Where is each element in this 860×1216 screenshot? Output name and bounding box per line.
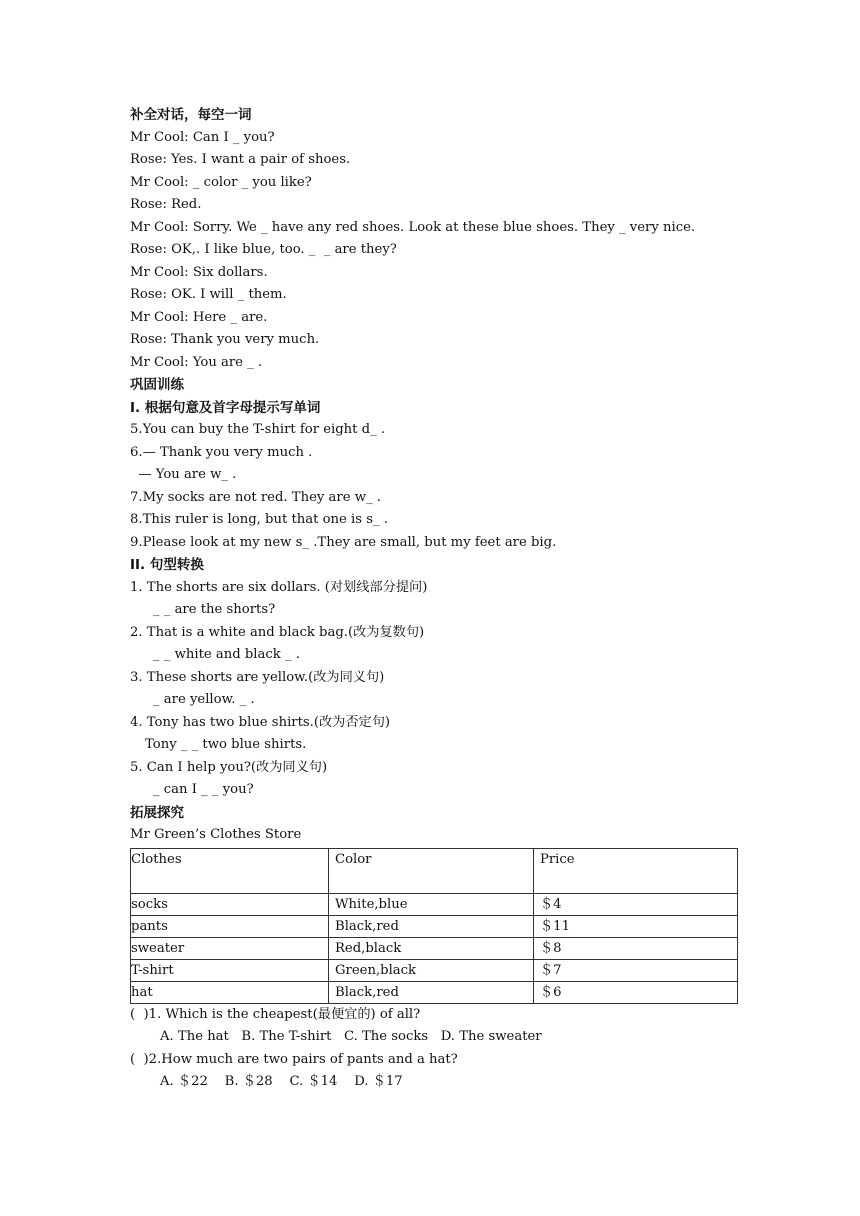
table-row: [131, 937, 738, 959]
exercise-line: — You are w_ .: [130, 467, 237, 482]
transform-answer: _ _ are the shorts?: [153, 602, 276, 617]
cell-color: Green,black: [329, 959, 534, 981]
worksheet: [130, 104, 740, 1094]
cell-color: Black,red: [329, 981, 534, 1003]
section-title-practice: 巩固训练: [130, 377, 184, 393]
part1-title: I. 根据句意及首字母提示写单词: [130, 399, 321, 416]
dialogue-line: Rose: Thank you very much.: [130, 332, 320, 347]
section-title-extension: 拓展探究: [130, 804, 184, 821]
cell-color: White,blue: [329, 893, 534, 915]
dialogue-line: Mr Cool: Sorry. We _ have any red shoes. Look at these blue shoes. They _ very nice.: [130, 219, 696, 235]
transform-answer: Tony _ _ two blue shirts.: [145, 737, 307, 752]
cell-price: ＄8: [534, 937, 738, 959]
part2-title: II. 句型转换: [130, 557, 204, 573]
dialogue-line: Mr Cool: Can I _ you?: [130, 129, 275, 145]
transform-answer: _ can I _ _ you?: [153, 782, 254, 797]
dialogue-line: Rose: Yes. I want a pair of shoes.: [130, 152, 351, 167]
exercise-line: 5.You can buy the T-shirt for eight d_ .: [130, 422, 386, 437]
cell-clothes: socks: [131, 893, 329, 915]
choice-question: ( )2.How much are two pairs of pants and a hat?: [130, 1051, 458, 1067]
cell-price: ＄6: [534, 981, 738, 1003]
table-header-row: [131, 848, 738, 893]
cell-clothes: T-shirt: [131, 959, 329, 981]
dialogue-line: Mr Cool: Six dollars.: [130, 264, 268, 280]
header-color: Color: [329, 848, 534, 893]
price-table: [130, 848, 738, 1004]
cell-clothes: pants: [131, 915, 329, 937]
cell-price: ＄7: [534, 959, 738, 981]
transform-question: 1. The shorts are six dollars. (对划线部分提问): [130, 579, 428, 595]
dialogue-line: Mr Cool: Here _ are.: [130, 309, 268, 325]
exercise-line: 7.My socks are not red. They are w_ .: [130, 489, 381, 505]
choice-options: A. The hat B. The T-shirt C. The socks D. The sweater: [160, 1029, 542, 1044]
exercise-line: 9.Please look at my new s_ .They are small, but my feet are big.: [130, 534, 557, 550]
table-row: [131, 959, 738, 981]
transform-question: 3. These shorts are yellow.(改为同义句): [130, 669, 385, 685]
cell-color: Red,black: [329, 937, 534, 959]
transform-question: 5. Can I help you?(改为同义句): [130, 759, 328, 775]
table-row: [131, 893, 738, 915]
cell-color: Black,red: [329, 915, 534, 937]
choice-question: ( )1. Which is the cheapest(最便宜的) of all?: [130, 1006, 421, 1022]
store-name: Mr Green’s Clothes Store: [130, 827, 302, 842]
dialogue: [130, 127, 740, 375]
exercise-line: 8.This ruler is long, but that one is s_ .: [130, 512, 388, 527]
transform-question: 4. Tony has two blue shirts.(改为否定句): [130, 714, 391, 730]
cell-clothes: hat: [131, 981, 329, 1003]
transform-question: 2. That is a white and black bag.(改为复数句): [130, 624, 425, 640]
transform-answer: _ are yellow. _ .: [153, 692, 255, 707]
transform-answer: _ _ white and black _ .: [153, 647, 300, 662]
dialogue-line: Rose: Red.: [130, 197, 202, 212]
cell-price: ＄4: [534, 893, 738, 915]
choice-questions: [130, 1004, 740, 1094]
table-row: [131, 915, 738, 937]
header-clothes: Clothes: [131, 848, 329, 893]
sentence-transform-list: [130, 577, 740, 802]
cell-price: ＄11: [534, 915, 738, 937]
choice-options: A. ＄22 B. ＄28 C. ＄14 D. ＄17: [160, 1074, 403, 1089]
dialogue-line: Mr Cool: You are _ .: [130, 354, 263, 370]
header-price: Price: [534, 848, 738, 893]
dialogue-line: Rose: OK. I will _ them.: [130, 287, 287, 302]
dialogue-line: Mr Cool: _ color _ you like?: [130, 174, 312, 190]
table-row: [131, 981, 738, 1003]
section-title-dialogue: 补全对话，每空一词: [130, 107, 252, 123]
word-fill-list: [130, 419, 740, 554]
cell-clothes: sweater: [131, 937, 329, 959]
exercise-line: 6.— Thank you very much .: [130, 444, 313, 460]
dialogue-line: Rose: OK,. I like blue, too. _ _ are they?: [130, 242, 397, 257]
